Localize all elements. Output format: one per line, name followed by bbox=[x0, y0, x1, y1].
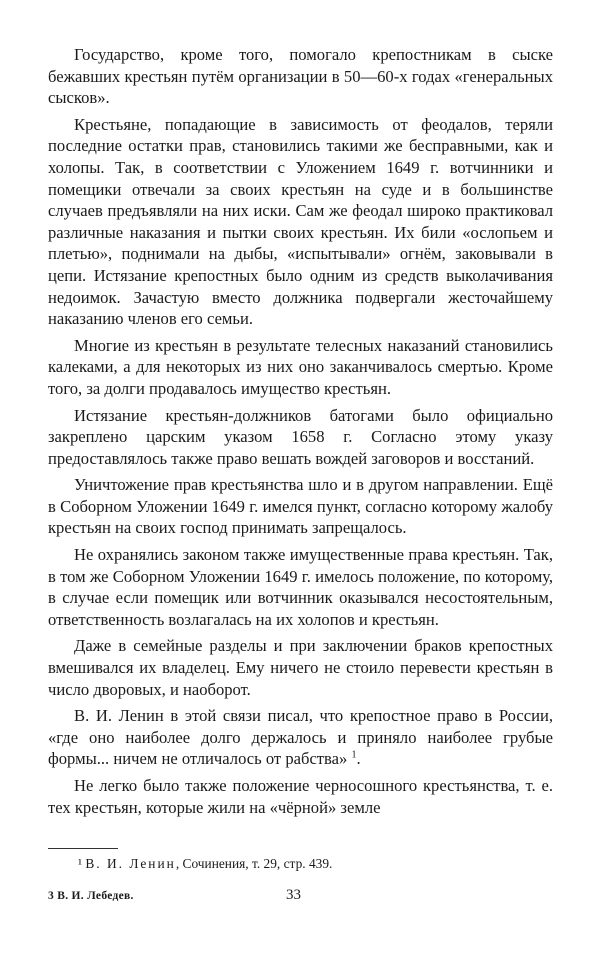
footnote-divider bbox=[48, 848, 118, 849]
footnote-marker: ¹ bbox=[78, 856, 83, 871]
page-body bbox=[48, 44, 553, 823]
paragraph-4: Истязание крестьян-должников батогами было официально закреплено царским указом 1658 г. Согласно этому указу предоставлялось также право вешать вождей заговоров и восстаний. bbox=[48, 405, 553, 468]
paragraph-1: Государство, кроме того, помогало крепостникам в сыске бежавших крестьян путём организации в 50—60-х годах «генеральных сысков». bbox=[48, 45, 553, 108]
footnote-reference: 1 bbox=[351, 749, 357, 761]
paragraph-9: Не легко было также положение черносошного крестьянства, т. е. тех крестьян, которые жили на «чёрной» земле bbox=[48, 776, 553, 817]
footnote-source: , Сочинения, т. 29, стр. 439. bbox=[175, 856, 333, 871]
paragraph-8-text: В. И. Ленин в этой связи писал, что крепостное право в России, «где оно наиболее долго держалось и приняло наиболее грубые формы... ничем не отличалось от рабства» bbox=[48, 706, 553, 769]
paragraph-6: Не охранялись законом также имущественные права крестьян. Так, в том же Соборном Уложении 1649 г. имелось положение, по которому, в случае если помещик или вотчинник оказывался несостоятельным, ответственность возлагалась на их холопов и крестьян. bbox=[48, 545, 553, 629]
paragraph-8-quote: В. И. Ленин в этой связи писал, что крепостное право в России, «где оно наиболее долго держалось и приняло наиболее грубые формы... ничем не отличалось от рабства» $^1$. bbox=[48, 706, 553, 769]
paragraph-5: Уничтожение прав крестьянства шло и в другом направлении. Ещё в Соборном Уложении 1649 г. имелся пункт, согласно которому жалобу крестьян на своих господ принимать запрещалось. bbox=[48, 475, 553, 538]
footnote bbox=[78, 856, 332, 872]
paragraph-2: Крестьяне, попадающие в зависимость от феодалов, теряли последние остатки прав, становились такими же бесправными, как и холопы. Так, в соответствии с Уложением 1649 г. вотчинники и помещики отвечали за своих крестьян на суде и в большинстве случаев предъявляли на них иски. Сам же феодал широко практиковал различные наказания и пытки своих крестьян. Их били «ослопьем и плетью», поднимали на дыбы, «испытывали» огнём, заковывали в цепи. Истязание крепостных было одним из средств выколачивания недоимок. Зачастую вместо должника подвергали жесточайшему наказанию членов его семьи. bbox=[48, 114, 553, 329]
footnote-author: В. И. Ленин bbox=[85, 856, 176, 871]
printer-signature: 3 В. И. Лебедев. bbox=[48, 890, 134, 902]
page-number: 33 bbox=[286, 887, 301, 903]
paragraph-3: Многие из крестьян в результате телесных наказаний становились калеками, а для некоторых из них оно заканчивалось смертью. Кроме того, за долги продавалось имущество крестьян. bbox=[48, 335, 553, 398]
paragraph-7: Даже в семейные разделы и при заключении браков крепостных вмешивался их владелец. Ему ничего не стоило перевести крестьян в число дворовых, и наоборот. bbox=[48, 636, 553, 699]
